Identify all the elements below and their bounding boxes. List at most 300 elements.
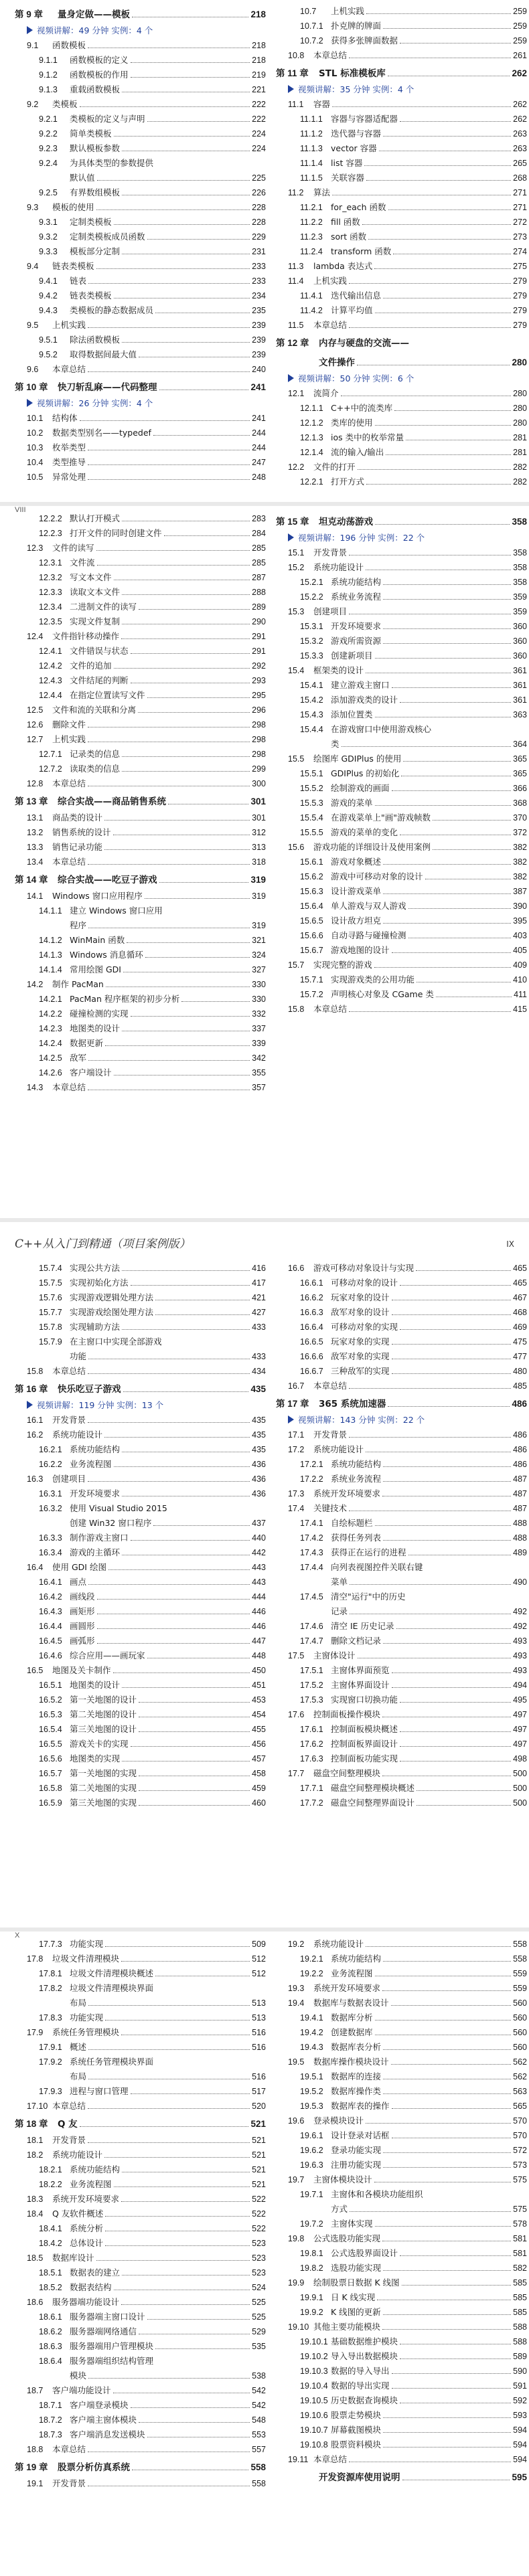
entry-page: 300 <box>252 779 266 788</box>
entry-page: 444 <box>252 1592 266 1602</box>
section-entry <box>15 2099 266 2114</box>
entry-page: 497 <box>513 1725 527 1734</box>
entry-title: 容器与容器适配器 <box>331 114 398 124</box>
entry-title: 业务流程图 <box>331 1968 373 1978</box>
entry-number: 10.7 <box>300 7 317 16</box>
entry-number: 15.7.5 <box>39 1278 62 1288</box>
entry-title: 绘制游戏的画面 <box>331 783 390 793</box>
entry-page: 521 <box>250 2119 266 2129</box>
entry-title: 简单类模板 <box>70 128 112 139</box>
dot-leader <box>366 1938 511 1947</box>
subsection-entry <box>15 347 266 362</box>
entry-number: 15.6 <box>288 843 305 852</box>
entry-page: 593 <box>513 2411 527 2420</box>
entry-page: 553 <box>252 2430 266 2439</box>
entry-page: 233 <box>252 276 266 286</box>
entry-number: 15.3.1 <box>300 622 323 631</box>
entry-page: 224 <box>252 144 266 153</box>
entry-title: 股票走势模块 <box>331 2410 382 2420</box>
entry-title: 控制面板界面设计 <box>331 1739 398 1749</box>
subsection-entry <box>276 2261 527 2276</box>
dot-leader <box>408 1547 512 1555</box>
section-entry <box>276 2276 527 2290</box>
entry-page: 594 <box>513 2440 527 2450</box>
dot-leader <box>114 1458 250 1467</box>
video-info-text: 视频讲解：50 分钟 实例：6 个 <box>298 373 414 383</box>
entry-title: 迭代输出信息 <box>331 290 382 300</box>
entry-page: 529 <box>252 2327 266 2336</box>
dot-leader <box>105 2012 250 2021</box>
entry-page: 282 <box>513 462 527 472</box>
entry-title: 磁盘空间整理模块概述 <box>331 1783 415 1793</box>
dot-leader <box>400 1277 511 1286</box>
entry-title: 股票资料模块 <box>331 2439 382 2450</box>
entry-page: 516 <box>252 2043 266 2052</box>
entry-title: 综合实战——商品销售系统 <box>58 796 166 807</box>
section-entry <box>15 629 266 644</box>
entry-page: 558 <box>513 1954 527 1964</box>
entry-number: 16.4.2 <box>39 1592 62 1602</box>
dot-leader <box>383 2424 511 2433</box>
entry-title: 类模板的静态数据成员 <box>70 305 154 315</box>
dot-leader <box>114 128 250 137</box>
entry-title: 服务器端主窗口设计 <box>70 2312 145 2322</box>
entry-title: 关联容器 <box>331 173 365 183</box>
dot-leader <box>114 290 250 298</box>
subsection-entry <box>15 1796 266 1810</box>
entry-title: 制作游戏主窗口 <box>70 1533 129 1543</box>
subsection-entry <box>276 943 527 958</box>
subsection-entry <box>15 1707 266 1722</box>
dot-leader <box>425 871 512 879</box>
entry-title: 默认模板参数 <box>70 143 121 153</box>
subsection-entry <box>276 766 527 781</box>
toc-list <box>276 1937 527 2486</box>
entry-title: 创建 Win32 窗口程序 <box>70 1518 152 1528</box>
entry-page: 570 <box>513 2116 527 2126</box>
dot-leader <box>366 476 511 485</box>
entry-title: 清空 IE 历史记录 <box>331 1621 394 1631</box>
entry-number: 17.4.7 <box>300 1636 323 1646</box>
dot-leader <box>400 2247 511 2256</box>
dot-leader <box>383 1532 511 1541</box>
entry-page: 594 <box>513 2455 527 2464</box>
entry-title: 开发背景 <box>52 2135 86 2145</box>
entry-page: 522 <box>252 2195 266 2204</box>
entry-title: GDIPlus 的初始化 <box>331 768 400 778</box>
dot-leader <box>366 5 511 14</box>
entry-page: 280 <box>513 389 527 398</box>
entry-title: 迭代器与容器 <box>331 128 382 139</box>
subsection-entry <box>276 693 527 707</box>
subsection-entry <box>15 555 266 570</box>
entry-page: 558 <box>250 2462 266 2472</box>
entry-page: 285 <box>252 543 266 553</box>
entry-number: 19.10.3 <box>300 2367 328 2376</box>
dot-leader <box>350 2203 511 2212</box>
dot-leader <box>155 1306 250 1315</box>
entry-title: 系统功能结构 <box>70 2164 121 2174</box>
dot-leader <box>155 2340 250 2349</box>
entry-title: 扑克牌的牌面 <box>331 21 382 31</box>
subsection-entry <box>276 2217 527 2231</box>
entry-number: 15.6.4 <box>300 901 323 911</box>
dot-leader <box>383 2085 511 2094</box>
dot-leader <box>139 1723 250 1732</box>
entry-number: 9.4.2 <box>39 291 58 300</box>
dot-leader <box>392 1351 512 1359</box>
section-entry <box>15 2148 266 2162</box>
dot-leader <box>403 753 511 762</box>
dot-leader <box>122 1023 250 1031</box>
entry-title: 综合实战——吃豆子游戏 <box>58 875 157 885</box>
toc-column-right <box>276 1937 527 2486</box>
entry-title: 取得数据间最大值 <box>70 349 137 359</box>
entry-page: 280 <box>513 418 527 428</box>
entry-number: 第 10 章 <box>15 382 48 392</box>
entry-page: 581 <box>513 2234 527 2243</box>
entry-title: 游戏所需资源 <box>331 636 382 646</box>
entry-title: 数据库表的操作 <box>331 2101 390 2111</box>
entry-page: 411 <box>514 990 527 999</box>
entry-number: 12.3.5 <box>39 617 62 626</box>
entry-title: 开发背景 <box>313 547 348 557</box>
dot-leader <box>88 39 250 48</box>
subsection-entry <box>15 1531 266 1545</box>
dot-leader <box>408 900 512 909</box>
dot-leader <box>145 890 250 899</box>
entry-number: 18.6.1 <box>39 2312 62 2322</box>
entry-number: 16.4 <box>27 1563 44 1572</box>
chapter-entry <box>15 1380 266 1398</box>
dot-leader <box>88 1351 250 1359</box>
entry-page: 330 <box>252 995 266 1004</box>
toc-column-left <box>15 4 266 485</box>
entry-page: 443 <box>252 1577 266 1587</box>
entry-title: 数据表结构 <box>70 2282 112 2292</box>
entry-page: 284 <box>252 529 266 538</box>
section-entry <box>15 200 266 215</box>
entry-title: 布局 <box>70 1998 87 2008</box>
entry-title: transform 函数 <box>331 246 392 256</box>
entry-title: 删除文档记录 <box>331 1636 382 1646</box>
entry-title: 添加游戏类的设计 <box>331 695 398 705</box>
entry-number: 12.2.1 <box>300 477 323 487</box>
section-entry <box>276 1707 527 1722</box>
dot-leader <box>417 974 511 982</box>
dot-leader <box>382 1488 511 1496</box>
subsection-entry <box>276 2334 527 2349</box>
dot-leader <box>88 1052 250 1061</box>
entry-number: 14.1.3 <box>39 950 62 960</box>
entry-title: 系统开发环境要求 <box>52 2194 120 2204</box>
section-entry <box>15 776 266 791</box>
subsection-entry <box>15 933 266 948</box>
subsection-entry <box>15 1590 266 1604</box>
entry-number: 15.6.1 <box>300 857 323 867</box>
dot-leader <box>400 1753 511 1762</box>
subsection-entry <box>276 2437 527 2452</box>
dot-leader <box>392 2365 512 2374</box>
entry-number: 13.4 <box>27 857 44 867</box>
subsection-entry <box>276 2010 527 2025</box>
dot-leader <box>113 1664 250 1673</box>
dot-leader <box>155 1292 250 1300</box>
entry-title: 枚举类型 <box>52 442 86 452</box>
dot-leader <box>153 427 250 436</box>
entry-title: 本章总结 <box>52 778 86 788</box>
toc-column-right <box>276 4 527 489</box>
entry-title: 数据库表分析 <box>331 2042 382 2052</box>
entry-page: 560 <box>513 2013 527 2023</box>
subsection-entry <box>276 2128 527 2143</box>
entry-page: 451 <box>252 1681 266 1690</box>
entry-number: 11.2 <box>288 188 304 197</box>
dot-leader <box>375 2012 512 2021</box>
entry-title: 概述 <box>70 2042 87 2052</box>
section-entry <box>15 2383 266 2398</box>
dot-leader <box>388 1398 510 1407</box>
entry-page: 480 <box>513 1367 527 1376</box>
chapter-entry <box>276 1395 527 1413</box>
subsection-entry <box>15 1545 266 1560</box>
entry-title: 本章总结 <box>313 2454 348 2464</box>
entry-number: 18.8 <box>27 2445 44 2454</box>
entry-number: 11.2.1 <box>300 203 323 212</box>
entry-title: 画圆形 <box>70 1621 95 1631</box>
entry-title: 系统功能结构 <box>70 1444 121 1454</box>
entry-number: 14.1 <box>27 891 44 901</box>
entry-title: 重载函数模板 <box>70 84 121 94</box>
entry-page: 588 <box>513 2322 527 2332</box>
entry-page: 271 <box>513 188 527 197</box>
subsection-entry <box>15 333 266 347</box>
dot-leader <box>400 113 511 122</box>
dot-leader <box>383 1473 511 1482</box>
video-info <box>276 531 527 545</box>
entry-number: 15.6.2 <box>300 872 323 881</box>
dot-leader <box>392 2130 512 2138</box>
entry-title: 实现公共方法 <box>70 1263 121 1273</box>
entry-continuation <box>15 918 266 933</box>
entry-page: 486 <box>512 1399 527 1409</box>
entry-title: 数据类型别名——typedef <box>52 428 151 438</box>
entry-page: 228 <box>252 218 266 227</box>
entry-page: 299 <box>252 764 266 774</box>
entry-title: 游戏的菜单 <box>331 798 373 808</box>
entry-title: 流的输入/输出 <box>331 447 384 457</box>
subsection-entry <box>276 1590 527 1604</box>
dot-leader <box>383 20 511 29</box>
entry-number: 15.8 <box>288 1005 305 1014</box>
subsection-entry <box>276 156 527 171</box>
entry-title: 客户端主窗体模块 <box>70 2415 137 2425</box>
entry-page: 562 <box>513 2072 527 2081</box>
entry-number: 17.5.3 <box>300 1695 323 1705</box>
entry-page: 582 <box>513 2263 527 2273</box>
subsection-entry <box>276 914 527 928</box>
subsection-entry <box>276 987 527 1002</box>
entry-page: 456 <box>252 1739 266 1749</box>
subsection-entry <box>15 1751 266 1766</box>
entry-page: 234 <box>252 291 266 300</box>
entry-number: 16.7 <box>288 1381 305 1391</box>
entry-number: 17.9.1 <box>39 2043 62 2052</box>
dot-leader <box>153 1517 250 1526</box>
entry-title: 功能实现 <box>70 1939 104 1949</box>
chapter-entry <box>15 378 266 396</box>
section-entry <box>15 362 266 377</box>
entry-number: 12.2 <box>288 462 305 472</box>
entry-number: 14.2.3 <box>39 1024 62 1033</box>
entry-page: 512 <box>252 1969 266 1978</box>
subsection-entry <box>15 244 266 259</box>
dot-leader <box>147 689 250 698</box>
entry-title: Windows 窗口应用程序 <box>52 891 143 901</box>
entry-page: 291 <box>252 647 266 656</box>
subsection-entry <box>276 1531 527 1545</box>
subsection-entry <box>276 2099 527 2114</box>
entry-page: 585 <box>513 2278 527 2288</box>
dot-leader <box>386 446 511 455</box>
entry-page: 485 <box>513 1381 527 1391</box>
entry-number: 11.2.2 <box>300 218 323 227</box>
entry-number: 9.3 <box>27 203 39 212</box>
entry-title: 开发背景 <box>52 2478 86 2488</box>
section-entry <box>15 440 266 455</box>
subsection-entry <box>276 2187 527 2202</box>
dot-leader <box>97 1635 250 1644</box>
entry-number: 19.10 <box>288 2322 309 2332</box>
entry-page: 218 <box>252 41 266 50</box>
entry-number: 19.7.1 <box>300 2190 323 2199</box>
entry-page: 443 <box>252 1563 266 1572</box>
entry-number: 17.3 <box>288 1489 305 1498</box>
entry-page: 548 <box>252 2415 266 2425</box>
entry-title: 系统功能结构 <box>331 1459 382 1469</box>
dot-leader <box>375 1968 512 1976</box>
entry-number: 18.3 <box>27 2195 44 2204</box>
entry-page: 274 <box>513 247 527 256</box>
entry-number: 16.2 <box>27 1430 44 1440</box>
dot-leader <box>88 471 250 480</box>
entry-page: 415 <box>513 1005 527 1014</box>
entry-title: 系统业务流程 <box>331 592 382 602</box>
entry-page: 492 <box>513 1622 527 1631</box>
entry-number: 16.3.4 <box>39 1548 62 1557</box>
entry-number: 17.1 <box>288 1430 305 1440</box>
entry-title: 地图类的实现 <box>70 1753 121 1764</box>
entry-number: 19.4 <box>288 1998 305 2008</box>
dot-leader <box>341 388 512 396</box>
entry-title: 垃圾文件清理模块 <box>52 1954 120 1964</box>
entry-number: 10.7.2 <box>300 36 323 46</box>
entry-continuation <box>15 1349 266 1364</box>
entry-page: 295 <box>252 691 266 700</box>
entry-title: 功能实现 <box>70 2012 104 2023</box>
subsection-entry <box>276 2246 527 2261</box>
entry-page: 560 <box>513 2043 527 2052</box>
subsection-entry <box>276 1364 527 1379</box>
entry-title: 上机实践 <box>52 734 86 744</box>
toc-column-left <box>15 1261 266 1810</box>
entry-number: 16.4.5 <box>39 1636 62 1646</box>
entry-page: 395 <box>513 916 527 926</box>
dot-leader <box>357 357 510 365</box>
subsection-entry <box>15 614 266 629</box>
entry-number: 14.2 <box>27 980 44 989</box>
section-entry <box>276 1937 527 1952</box>
entry-number: 15.6.5 <box>300 916 323 926</box>
entry-number: 9.2.1 <box>39 114 58 124</box>
entry-number: 18.2.1 <box>39 2165 62 2174</box>
entry-page: 490 <box>513 1577 527 1587</box>
entry-number: 17.6.2 <box>300 1739 323 1749</box>
section-entry <box>276 2055 527 2069</box>
entry-title: 设计敌方坦克 <box>331 916 382 926</box>
entry-number: 11.1.4 <box>300 159 323 168</box>
entry-number: 19.10.1 <box>300 2337 328 2346</box>
entry-page: 298 <box>252 720 266 729</box>
section-entry <box>15 2192 266 2207</box>
entry-title: 除法函数模板 <box>70 335 121 345</box>
entry-title: 系统功能结构 <box>331 1954 382 1964</box>
entry-page: 433 <box>252 1322 266 1332</box>
subsection-entry <box>15 1065 266 1080</box>
entry-number: 17.8.2 <box>39 1984 62 1993</box>
entry-page: 523 <box>252 2239 266 2248</box>
entry-number: 18.6.3 <box>39 2342 62 2351</box>
subsection-entry <box>15 659 266 673</box>
page-separator <box>0 1218 529 1222</box>
subsection-entry <box>15 156 266 171</box>
subsection-entry <box>15 585 266 600</box>
entry-number: 19.1 <box>27 2479 44 2488</box>
dot-leader <box>122 1488 250 1496</box>
entry-number: 18.4 <box>27 2209 44 2219</box>
entry-number: 10.1 <box>27 414 44 423</box>
entry-title: 在指定位置读写文件 <box>70 690 145 700</box>
entry-number: 12.7.1 <box>39 750 62 759</box>
entry-number: 17.4.4 <box>300 1563 323 1572</box>
subsection-entry <box>276 825 527 840</box>
entry-title: 本章总结 <box>313 50 348 60</box>
section-entry <box>276 1501 527 1516</box>
entry-title: 碰撞检测的实现 <box>70 1009 129 1019</box>
entry-title: 数据库操作类 <box>331 2086 382 2096</box>
entry-page: 262 <box>513 114 527 124</box>
entry-number: 18.7.2 <box>39 2415 62 2425</box>
entry-page: 387 <box>513 887 527 896</box>
entry-title: Q 友 <box>58 2119 78 2130</box>
entry-title: 公式选股功能实现 <box>313 2233 381 2243</box>
entry-number: 第 17 章 <box>276 1399 309 1409</box>
entry-page: 262 <box>512 68 527 78</box>
entry-number: 12.4.4 <box>39 691 62 700</box>
entry-page: 239 <box>252 321 266 330</box>
dot-leader <box>332 187 511 195</box>
dot-leader <box>366 1444 511 1452</box>
entry-number: 16.5.9 <box>39 1798 62 1808</box>
entry-page: 436 <box>252 1460 266 1469</box>
entry-page: 233 <box>252 262 266 271</box>
dot-leader <box>139 349 250 357</box>
subsection-entry <box>276 401 527 416</box>
dot-leader <box>392 679 512 688</box>
dot-leader <box>131 2399 250 2408</box>
subsection-entry <box>15 1781 266 1796</box>
entry-title: 默认打开模式 <box>70 513 121 523</box>
